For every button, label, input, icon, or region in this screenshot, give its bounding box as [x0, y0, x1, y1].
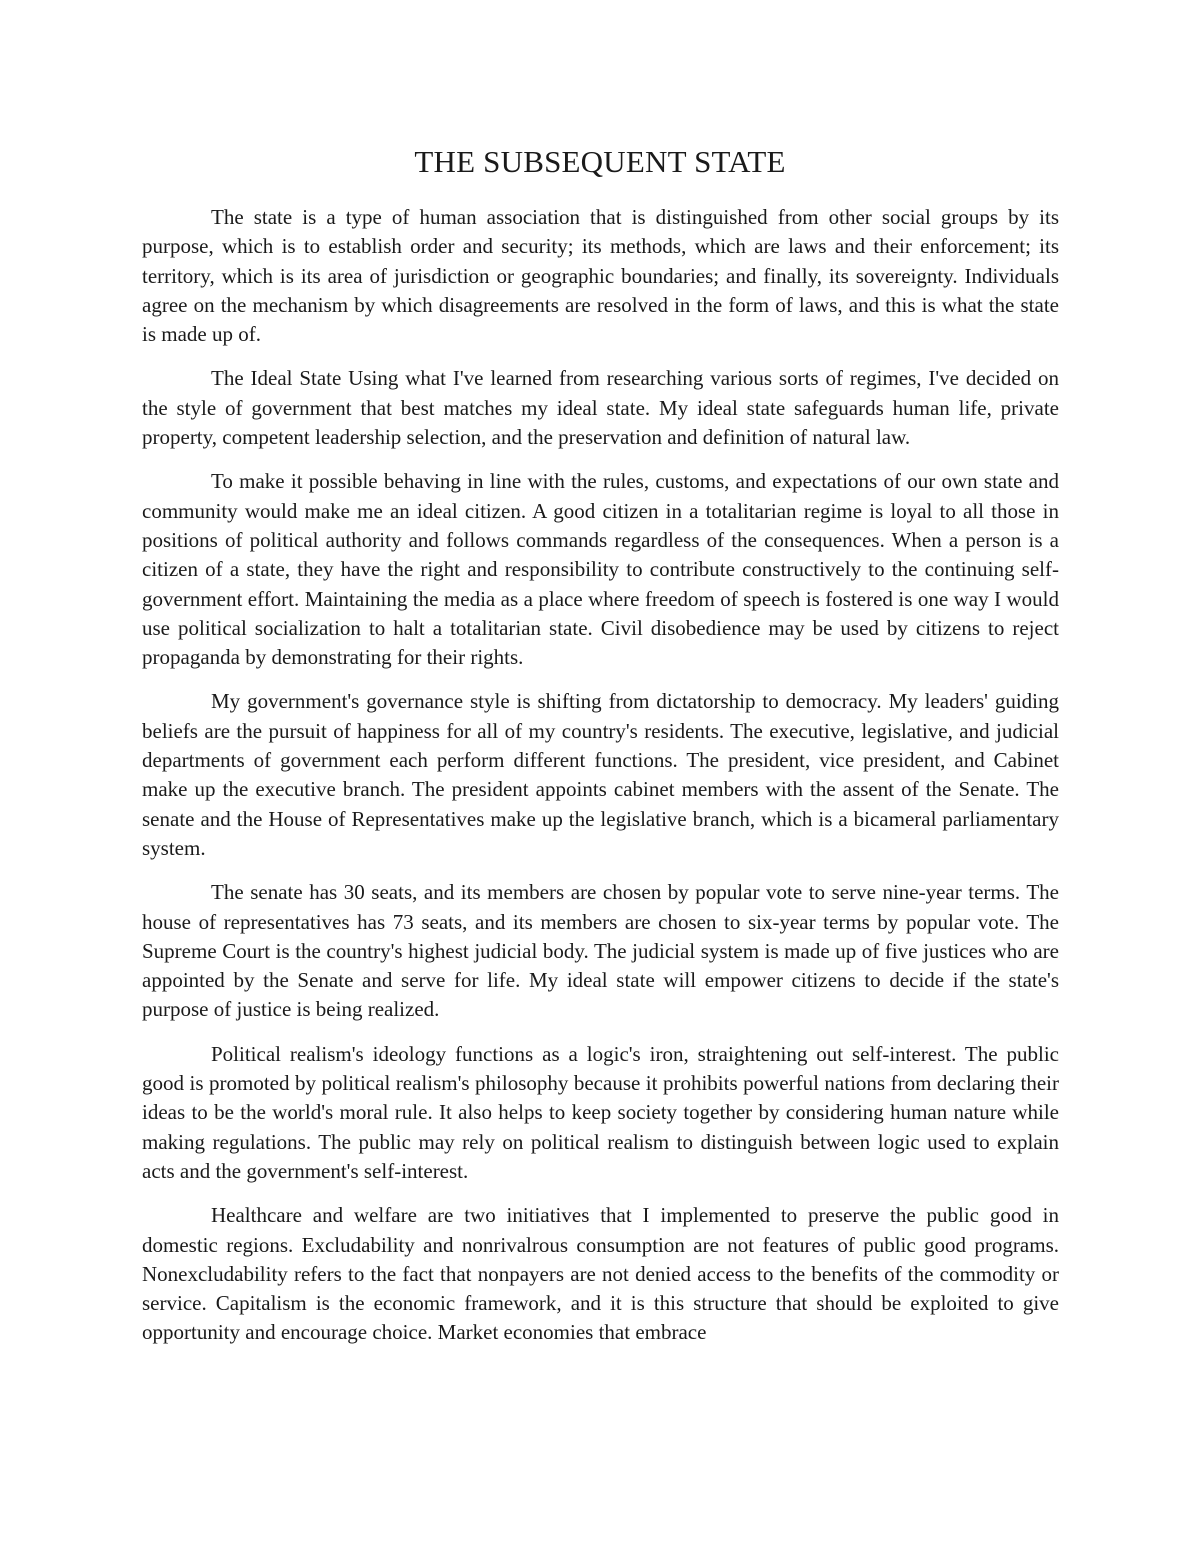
paragraph-7: Healthcare and welfare are two initiatives that I implemented to preserve the public good in domestic regions. Excludability and nonrivalrous consumption are not features of public good programs. Nonexcludability refers to the fact that nonpayers are not denied access to the benefits of the commodity or service. Capitalism is the economic framework, and it is this structure that should be exploited to give opportunity and encourage choice. Market economies that embrace: [142, 1203, 1059, 1345]
paragraph-1: The state is a type of human association that is distinguished from other social groups by its purpose, which is to establish order and security; its methods, which are laws and their enforcement; its territory, which is its area of jurisdiction or geographic boundaries; and finally, its sovereignty. Individuals agree on the mechanism by which disagreements are resolved in the form of laws, and this is what the state is made up of.: [142, 205, 1059, 347]
paragraph-2: The Ideal State Using what I've learned from researching various sorts of regimes, I've decided on the style of government that best matches my ideal state. My ideal state safeguards human life, private property, competent leadership selection, and the preservation and definition of natural law.: [142, 366, 1059, 450]
paragraph-6: Political realism's ideology functions as a logic's iron, straightening out self-interest. The public good is promoted by political realism's philosophy because it prohibits powerful nations from declaring their ideas to be the world's moral rule. It also helps to keep society together by considering human nature while making regulations. The public may rely on political realism to distinguish between logic used to explain acts and the government's self-interest.: [142, 1041, 1059, 1183]
paragraph-4: My government's governance style is shifting from dictatorship to democracy. My leaders' guiding beliefs are the pursuit of happiness for all of my country's residents. The executive, legislative, and judicial departments of government each perform different functions. The president, vice president, and Cabinet make up the executive branch. The president appoints cabinet members with the assent of the Senate. The senate and the House of Representatives make up the legislative branch, which is a bicameral parliamentary system.: [142, 689, 1059, 860]
paragraph-5: The senate has 30 seats, and its members are chosen by popular vote to serve nine-year terms. The house of representatives has 73 seats, and its members are chosen to six-year terms by popular vote. The Supreme Court is the country's highest judicial body. The judicial system is made up of five justices who are appointed by the Senate and serve for life. My ideal state will empower citizens to decide if the state's purpose of justice is being realized.: [142, 880, 1059, 1022]
document-body: [142, 203, 1059, 1363]
paragraph-3: To make it possible behaving in line with the rules, customs, and expectations of our own state and community would make me an ideal citizen. A good citizen in a totalitarian regime is loyal to all those in positions of political authority and follows commands regardless of the consequences. When a person is a citizen of a state, they have the right and responsibility to contribute constructively to the continuing self-government effort. Maintaining the media as a place where freedom of speech is fostered is one way I would use political socialization to halt a totalitarian state. Civil disobedience may be used by citizens to reject propaganda by demonstrating for their rights.: [142, 469, 1059, 670]
document-title: THE SUBSEQUENT STATE: [414, 144, 786, 179]
